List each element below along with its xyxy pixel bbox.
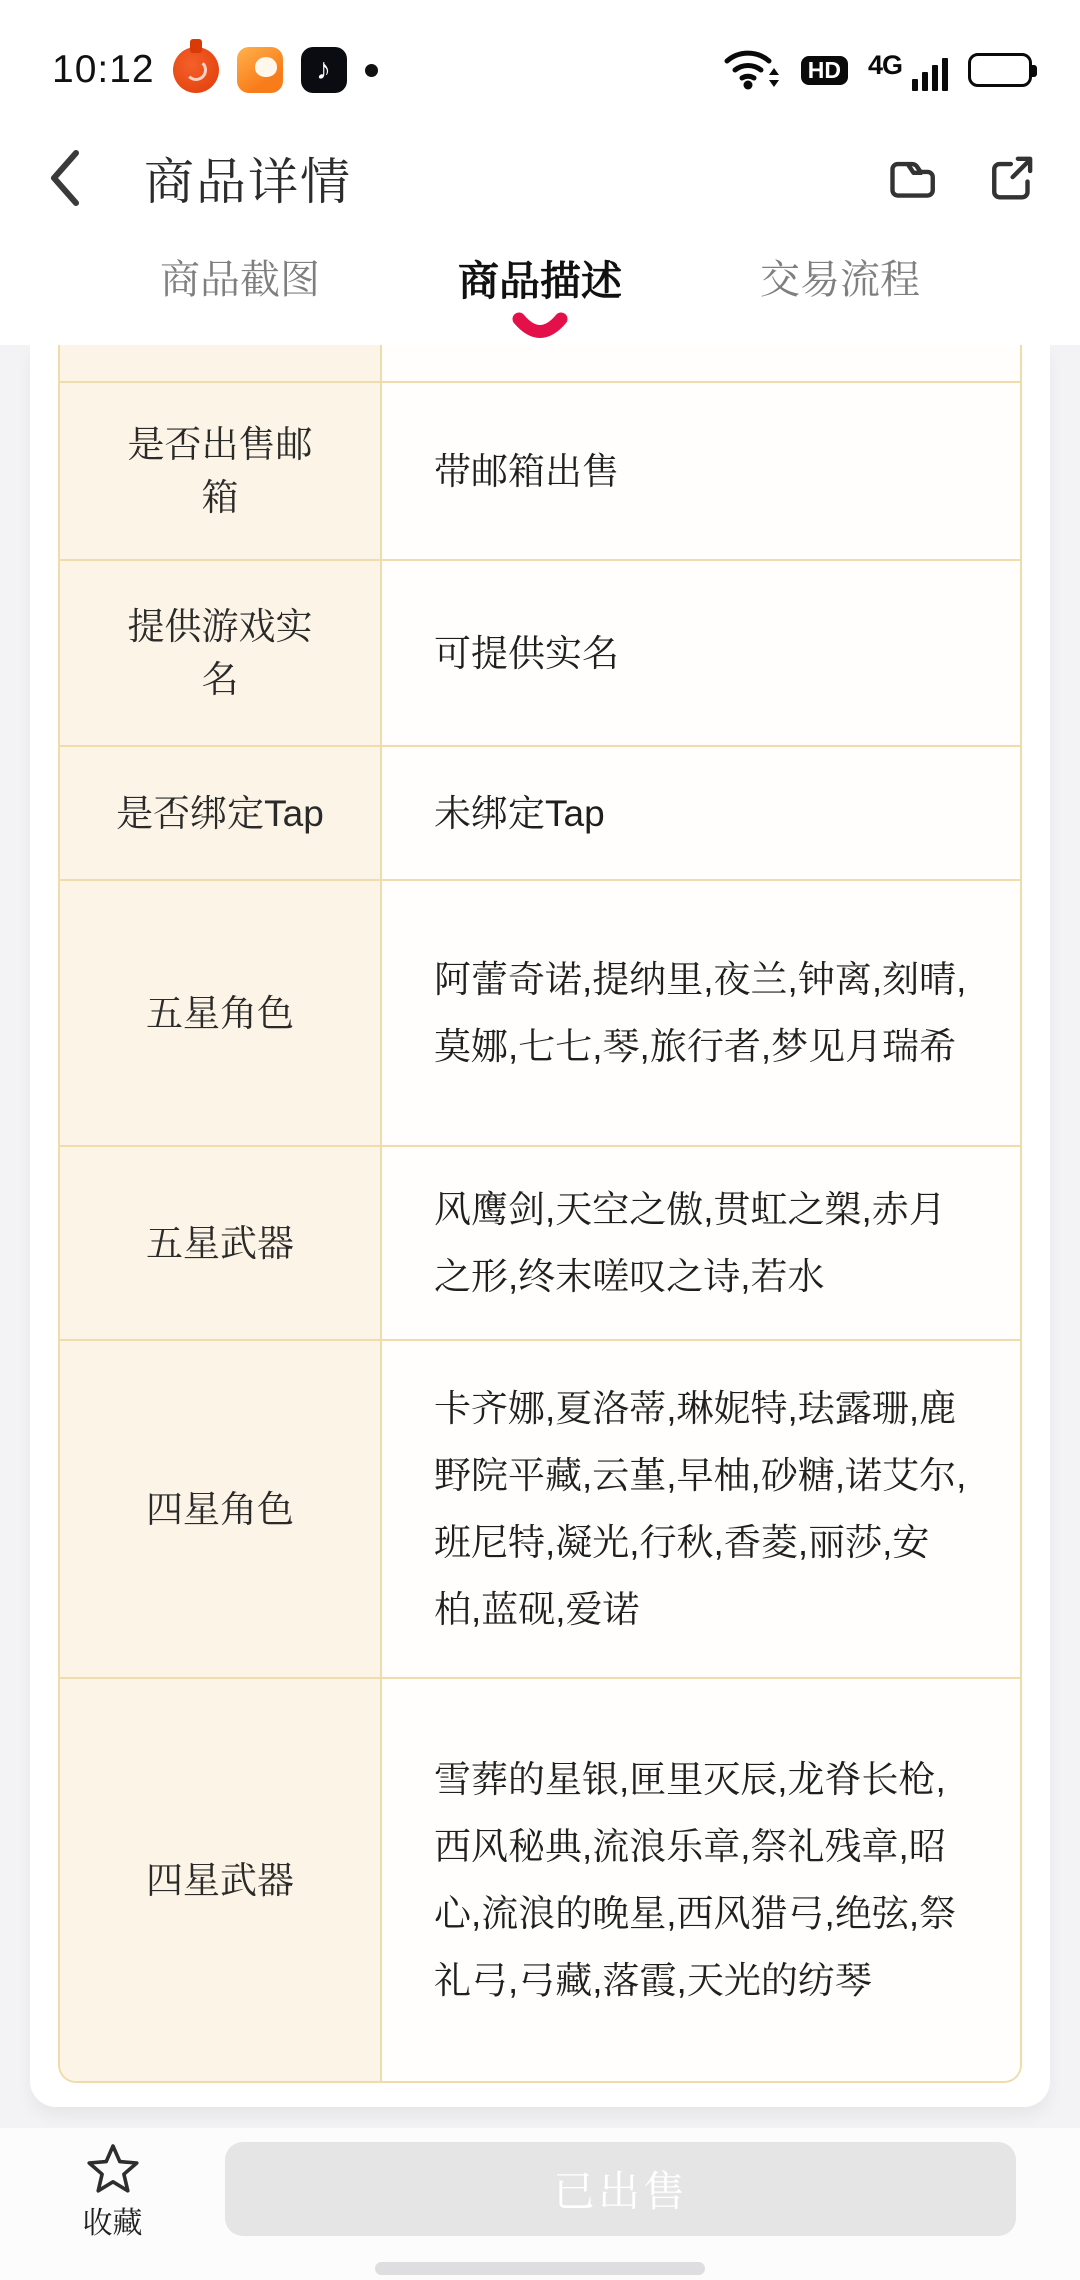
table-row-label: 四星角色 [60,1341,382,1677]
table-row [60,879,1020,1145]
status-bar [0,0,1080,130]
table-row-value: 风鹰剑,天空之傲,贯虹之槊,赤月之形,终末嗟叹之诗,若水 [382,1147,1020,1339]
sold-button[interactable]: 已出售 [225,2142,1016,2236]
table-row [60,1677,1020,2081]
table-row-label: 是否出售邮箱 [60,383,382,559]
table-row-value: 可提供实名 [382,561,1020,745]
share-button[interactable] [982,150,1038,206]
table-row-label: 五星角色 [60,881,382,1145]
table-row-value: 未绑定Tap [382,747,1020,879]
table-row-value: 卡齐娜,夏洛蒂,琳妮特,珐露珊,鹿野院平藏,云堇,早柚,砂糖,诺艾尔,班尼特,凝光,行秋,香菱,丽莎,安柏,蓝砚,爱诺 [382,1341,1020,1677]
4g-signal-icon [868,50,948,91]
table-row-value: 雪葬的星银,匣里灭辰,龙脊长枪,西风秘典,流浪乐章,祭礼残章,昭心,流浪的晚星,西风猎弓,绝弦,祭礼弓,弓藏,落霞,天光的纺琴 [382,1679,1020,2081]
tab-product-description[interactable] [435,240,645,353]
back-chevron-icon [42,147,86,209]
table-row [60,745,1020,879]
table-row-label: 提供游戏实名 [60,561,382,745]
tiktok-app-icon: ♪ [301,47,347,93]
star-icon [86,2142,140,2194]
tab-bar [0,226,1080,345]
favorite-label: 收藏 [82,2207,143,2240]
hd-badge: HD [801,56,848,85]
table-row [60,381,1020,559]
network-type-label: 4G [867,49,902,80]
status-time: 10:12 [52,48,155,91]
active-tab-indicator [509,306,571,353]
notification-dot [365,64,378,77]
tab-transaction-process[interactable] [735,240,945,353]
header [0,130,1080,226]
folder-icon [882,150,938,206]
content-area[interactable] [0,345,1080,2128]
table-row [60,559,1020,745]
table-row-label: 五星武器 [60,1147,382,1339]
battery-icon [968,53,1032,87]
table-row-value: 阿蕾奇诺,提纳里,夜兰,钟离,刻晴,莫娜,七七,琴,旅行者,梦见月瑞希 [382,881,1020,1145]
tab-product-screenshots[interactable] [135,240,345,353]
spec-table [58,345,1022,2083]
folder-button[interactable] [882,150,938,206]
table-row [60,1145,1020,1339]
jiaoyimao-app-icon [237,47,283,93]
tab-label: 交易流程 [760,258,920,302]
description-card [30,345,1050,2107]
table-row-label: 四星武器 [60,1679,382,2081]
tomato-app-icon [173,47,219,93]
table-row-value: 带邮箱出售 [382,383,1020,559]
page-title: 商品详情 [144,154,352,210]
bottom-action-bar [0,2128,1080,2280]
favorite-button[interactable] [0,2142,225,2242]
wifi-icon [723,45,781,96]
tab-label: 商品描述 [458,258,622,304]
table-row [60,1339,1020,1677]
home-indicator[interactable] [375,2262,705,2275]
share-icon [982,150,1038,206]
tab-label: 商品截图 [160,258,320,302]
table-row-label: 是否绑定Tap [60,747,382,879]
back-button[interactable] [42,146,92,210]
